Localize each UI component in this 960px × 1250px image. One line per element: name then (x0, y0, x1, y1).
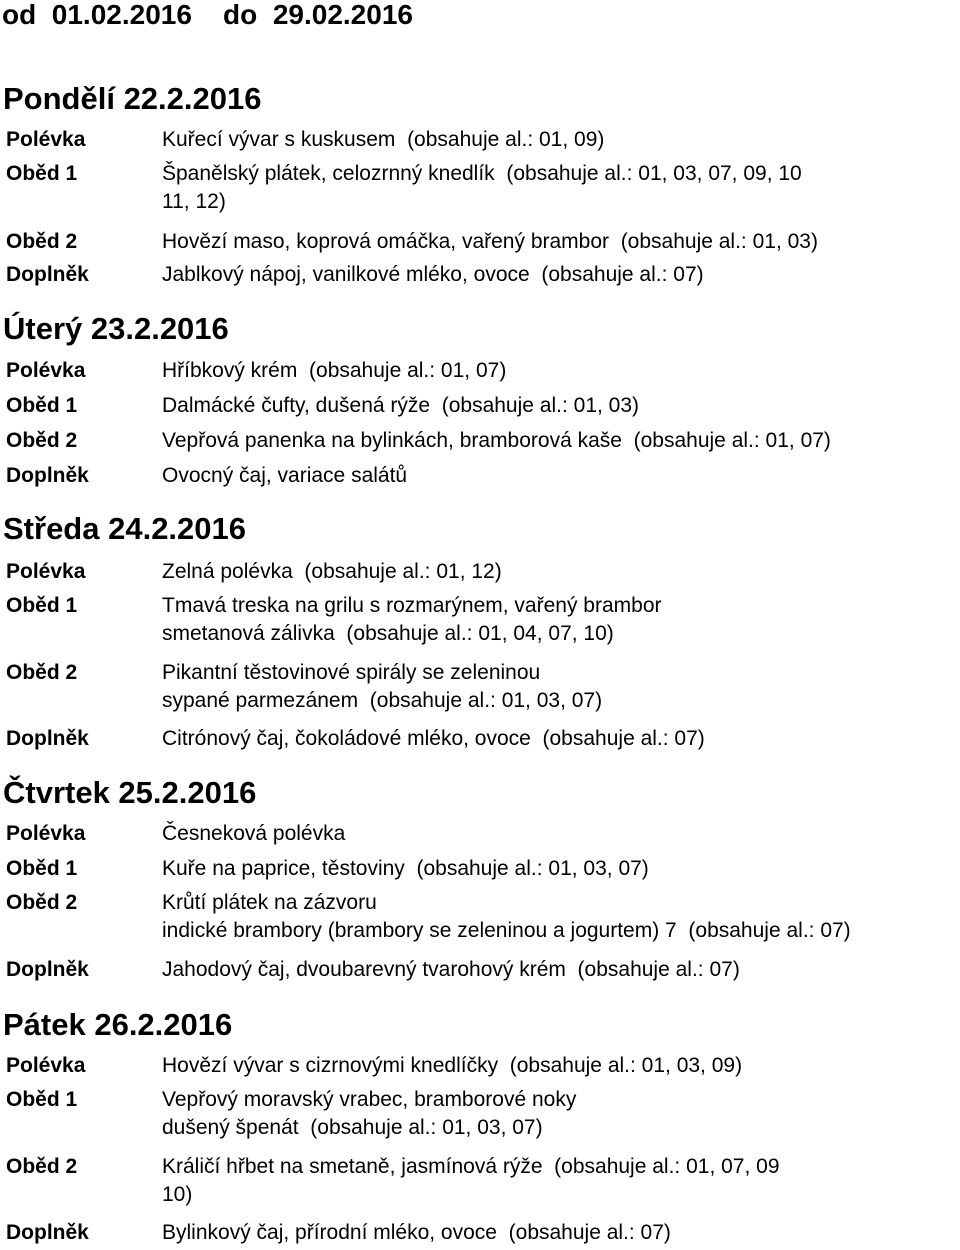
course-label: Polévka (6, 560, 86, 583)
dish-text: Pikantní těstovinové spirály se zeleninou sypané parmezánem (obsahuje al.: 01, 03, 07) (162, 661, 603, 712)
dish-text: Jablkový nápoj, vanilkové mléko, ovoce (obsahuje al.: 07) (162, 263, 704, 286)
from-date: 01.02.2016 (51, 0, 192, 30)
dish-text: Španělský plátek, celozrnný knedlík (obsahuje al.: 01, 03, 07, 09, 10 11, 12) (162, 162, 802, 213)
course-label: Oběd 1 (6, 162, 78, 185)
dish-text: Vepřový moravský vrabec, bramborové noky dušený špenát (obsahuje al.: 01, 03, 07) (162, 1088, 577, 1139)
course-label: Polévka (6, 128, 86, 151)
to-label: do (223, 0, 258, 30)
course-label: Oběd 2 (6, 1155, 78, 1178)
course-label: Doplněk (6, 464, 89, 487)
date-range-header (2, 0, 413, 30)
course-label: Doplněk (6, 263, 89, 286)
dish-text: Tmavá treska na grilu s rozmarýnem, vařený brambor smetanová zálivka (obsahuje al.: 01, 04, 07, 10) (162, 594, 662, 645)
course-label: Polévka (6, 359, 86, 382)
day-title-tuesday: Úterý 23.2.2016 (3, 311, 229, 346)
course-label: Doplněk (6, 958, 89, 981)
day-title-monday: Pondělí 22.2.2016 (3, 81, 262, 116)
dish-text: Hovězí vývar s cizrnovými knedlíčky (obsahuje al.: 01, 03, 09) (162, 1054, 743, 1077)
course-label: Polévka (6, 822, 86, 845)
course-label: Doplněk (6, 1221, 89, 1244)
dish-text: Králičí hřbet na smetaně, jasmínová rýže (obsahuje al.: 01, 07, 09 10) (162, 1155, 780, 1206)
course-label: Polévka (6, 1054, 86, 1077)
day-title-friday: Pátek 26.2.2016 (3, 1007, 233, 1042)
dish-text: Česneková polévka (162, 822, 346, 845)
course-label: Oběd 2 (6, 429, 78, 452)
course-label: Oběd 2 (6, 661, 78, 684)
course-label: Oběd 1 (6, 394, 78, 417)
dish-text: Kuřecí vývar s kuskusem (obsahuje al.: 01, 09) (162, 128, 605, 151)
dish-text: Hříbkový krém (obsahuje al.: 01, 07) (162, 359, 507, 382)
dish-text: Bylinkový čaj, přírodní mléko, ovoce (obsahuje al.: 07) (162, 1221, 671, 1244)
from-label: od (2, 0, 37, 30)
dish-text: Jahodový čaj, dvoubarevný tvarohový krém (obsahuje al.: 07) (162, 958, 740, 981)
dish-text: Hovězí maso, koprová omáčka, vařený brambor (obsahuje al.: 01, 03) (162, 230, 818, 253)
course-label: Oběd 1 (6, 594, 78, 617)
to-date: 29.02.2016 (272, 0, 413, 30)
dish-text: Citrónový čaj, čokoládové mléko, ovoce (obsahuje al.: 07) (162, 727, 705, 750)
day-title-thursday: Čtvrtek 25.2.2016 (3, 775, 257, 810)
day-title-wednesday: Středa 24.2.2016 (3, 511, 247, 546)
course-label: Oběd 1 (6, 1088, 78, 1111)
dish-text: Vepřová panenka na bylinkách, bramborová kaše (obsahuje al.: 01, 07) (162, 429, 831, 452)
dish-text: Kuře na paprice, těstoviny (obsahuje al.: 01, 03, 07) (162, 857, 649, 880)
course-label: Oběd 2 (6, 230, 78, 253)
dish-text: Krůtí plátek na zázvoru indické brambory (brambory se zeleninou a jogurtem) 7 (obsahuje al.: 07) (162, 891, 851, 942)
course-label: Oběd 1 (6, 857, 78, 880)
course-label: Doplněk (6, 727, 89, 750)
dish-text: Ovocný čaj, variace salátů (162, 464, 408, 487)
dish-text: Zelná polévka (obsahuje al.: 01, 12) (162, 560, 502, 583)
dish-text: Dalmácké čufty, dušená rýže (obsahuje al.: 01, 03) (162, 394, 640, 417)
course-label: Oběd 2 (6, 891, 78, 914)
